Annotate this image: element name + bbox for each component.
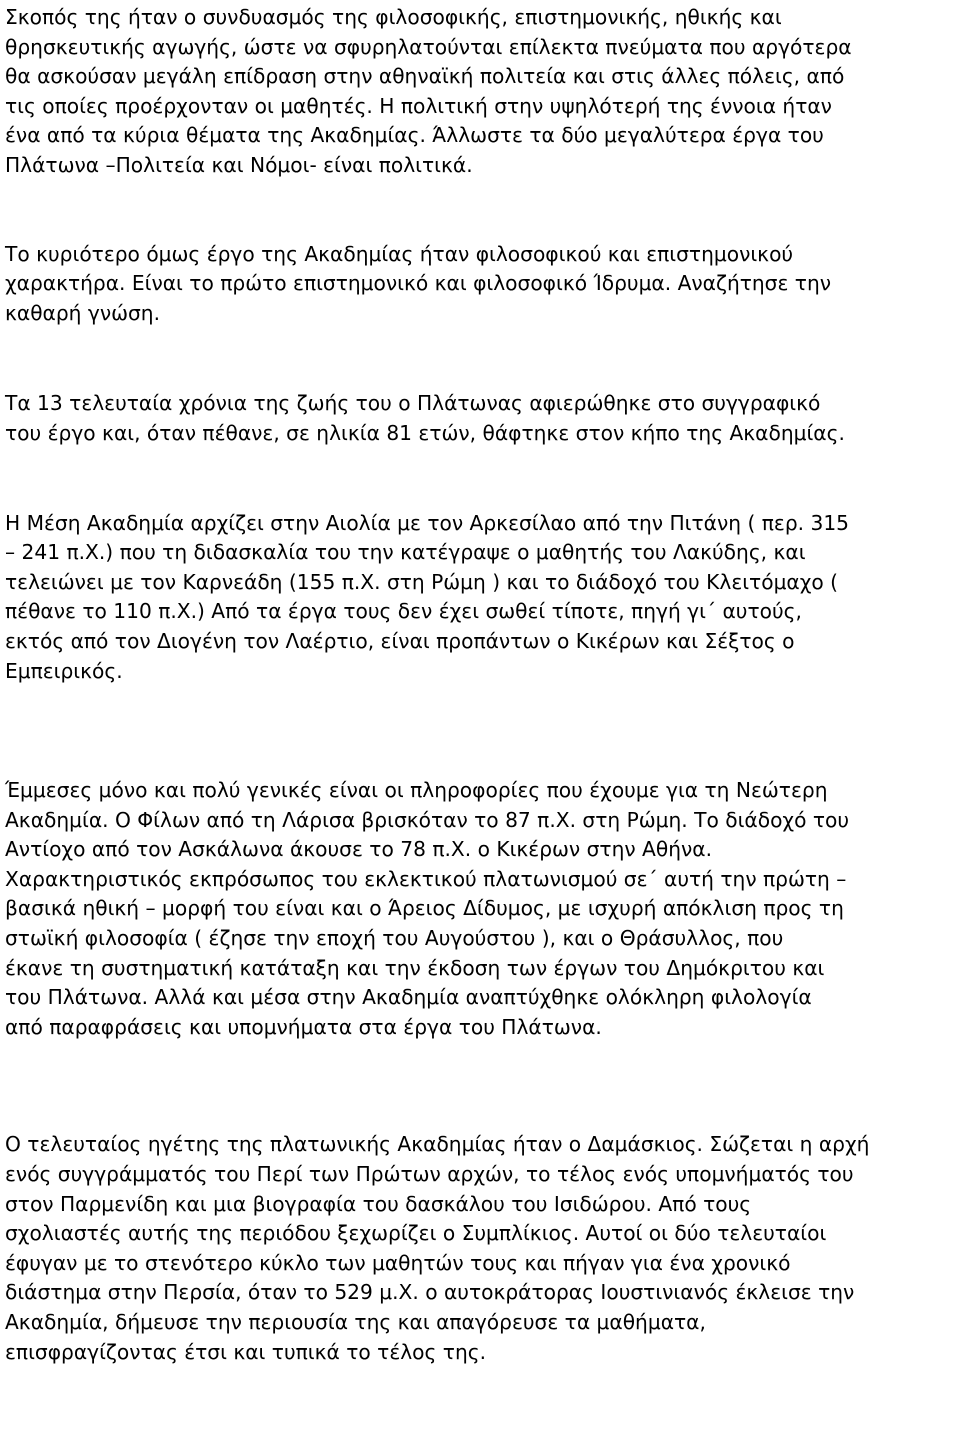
text-line: εκτός από τον Διογένη τον Λαέρτιο, είναι προπάντων ο Κικέρων και Σέξτος ο xyxy=(5,628,795,653)
text-line: τελειώνει με τον Καρνεάδη (155 π.Χ. στη Ρώμη ) και το διάδοχό του Κλειτόμαχο ( xyxy=(5,569,839,594)
paragraph-spacer xyxy=(5,181,960,240)
text-line: από παραφράσεις και υπομνήματα στα έργα του Πλάτωνα. xyxy=(5,1014,602,1039)
paragraph-spacer xyxy=(5,449,960,509)
paragraph-spacer xyxy=(5,1042,960,1130)
text-line: Πλάτωνα –Πολιτεία και Νόμοι- είναι πολιτικά. xyxy=(5,152,473,177)
text-line: επισφραγίζοντας έτσι και τυπικά το τέλος της. xyxy=(5,1339,487,1364)
text-line: Τα 13 τελευταία χρόνια της ζωής του ο Πλάτωνας αφιερώθηκε στο συγγραφικό xyxy=(5,391,821,416)
text-line: Ο τελευταίος ηγέτης της πλατωνικής Ακαδημίας ήταν ο Δαμάσκιος. Σώζεται η αρχή xyxy=(5,1132,870,1157)
text-line: καθαρή γνώση. xyxy=(5,300,161,325)
text-line: ένα από τα κύρια θέματα της Ακαδημίας. Άλλωστε τα δύο μεγαλύτερα έργα του xyxy=(5,123,824,148)
paragraph-academy-purpose xyxy=(5,3,960,181)
text-line: του Πλάτωνα. Αλλά και μέσα στην Ακαδημία αναπτύχθηκε ολόκληρη φιλολογία xyxy=(5,985,812,1010)
text-line: έφυγαν με το στενότερο κύκλο των μαθητών τους και πήγαν για ένα χρονικό xyxy=(5,1250,791,1275)
text-line: Σκοπός της ήταν ο συνδυασμός της φιλοσοφικής, επιστημονικής, ηθικής και xyxy=(5,5,782,29)
text-line: Ακαδημία, δήμευσε την περιουσία της και απαγόρευσε τα μαθήματα, xyxy=(5,1310,706,1334)
text-line: στον Παρμενίδη και μια βιογραφία του δασκάλου του Ισιδώρου. Από τους xyxy=(5,1191,752,1216)
text-line: Αντίοχο από τον Ασκάλωνα άκουσε το 78 π.Χ. ο Κικέρων στην Αθήνα. xyxy=(5,837,713,862)
text-line: βασικά ηθική – μορφή του είναι και ο Άρειος Δίδυμος, με ισχυρή απόκλιση προς τη xyxy=(5,896,844,921)
paragraph-spacer xyxy=(5,328,960,389)
text-line: χαρακτήρα. Είναι το πρώτο επιστημονικό και φιλοσοφικό Ίδρυμα. Αναζήτησε την xyxy=(5,271,832,296)
text-line: διάστημα στην Περσία, όταν το 529 μ.Χ. ο αυτοκράτορας Ιουστινιανός έκλεισε την xyxy=(5,1280,855,1305)
text-line: ενός συγγράμματός του Περί των Πρώτων αρχών, το τέλος ενός υπομνήματός του xyxy=(5,1162,854,1187)
text-line: στωϊκή φιλοσοφία ( έζησε την εποχή του Αυγούστου ), και ο Θράσυλλος, που xyxy=(5,926,784,951)
text-line: έκανε τη συστηματική κατάταξη και την έκδοση των έργων του Δημόκριτου και xyxy=(5,955,825,980)
text-line: Ακαδημία. Ο Φίλων από τη Λάρισα βρισκόταν το 87 π.Χ. στη Ρώμη. Το διάδοχό του xyxy=(5,807,850,832)
text-line: Χαρακτηριστικός εκπρόσωπος του εκλεκτικού πλατωνισμού σε΄ αυτή την πρώτη – xyxy=(5,866,847,891)
text-line: πέθανε το 110 π.Χ.) Από τα έργα τους δεν έχει σωθεί τίποτε, πηγή γι΄ αυτούς, xyxy=(5,599,802,624)
text-line: – 241 π.Χ.) που τη διδασκαλία του την κατέγραψε ο μαθητής του Λακύδης, και xyxy=(5,540,806,565)
text-line: θρησκευτικής αγωγής, ώστε να σφυρηλατούνται επίλεκτα πνεύματα που αργότερα xyxy=(5,34,852,59)
text-line: Το κυριότερο όμως έργο της Ακαδημίας ήταν φιλοσοφικού και επιστημονικού xyxy=(5,241,794,266)
paragraph-main-work xyxy=(5,240,960,329)
paragraph-last-leader xyxy=(5,1130,960,1367)
text-line: του έργο και, όταν πέθανε, σε ηλικία 81 ετών, θάφτηκε στον κήπο της Ακαδημίας. xyxy=(5,420,845,445)
text-line: Η Μέση Ακαδημία αρχίζει στην Αιολία με τον Αρκεσίλαο από την Πιτάνη ( περ. 315 xyxy=(5,510,850,535)
paragraph-plato-last-years xyxy=(5,389,960,448)
text-line: Εμπειρικός. xyxy=(5,658,123,683)
text-line: σχολιαστές αυτής της περιόδου ξεχωρίζει ο Συμπλίκιος. Αυτοί οι δύο τελευταίοι xyxy=(5,1221,827,1246)
paragraph-middle-academy xyxy=(5,509,960,687)
text-line: Έμμεσες μόνο και πολύ γενικές είναι οι πληροφορίες που έχουμε για τη Νεώτερη xyxy=(5,778,828,803)
text-line: θα ασκούσαν μεγάλη επίδραση στην αθηναϊκή πολιτεία και στις άλλες πόλεις, από xyxy=(5,64,845,89)
paragraph-newer-academy xyxy=(5,776,960,1042)
text-line: τις οποίες προέρχονταν οι μαθητές. Η πολιτική στην υψηλότερή της έννοια ήταν xyxy=(5,93,832,118)
paragraph-spacer xyxy=(5,686,960,776)
